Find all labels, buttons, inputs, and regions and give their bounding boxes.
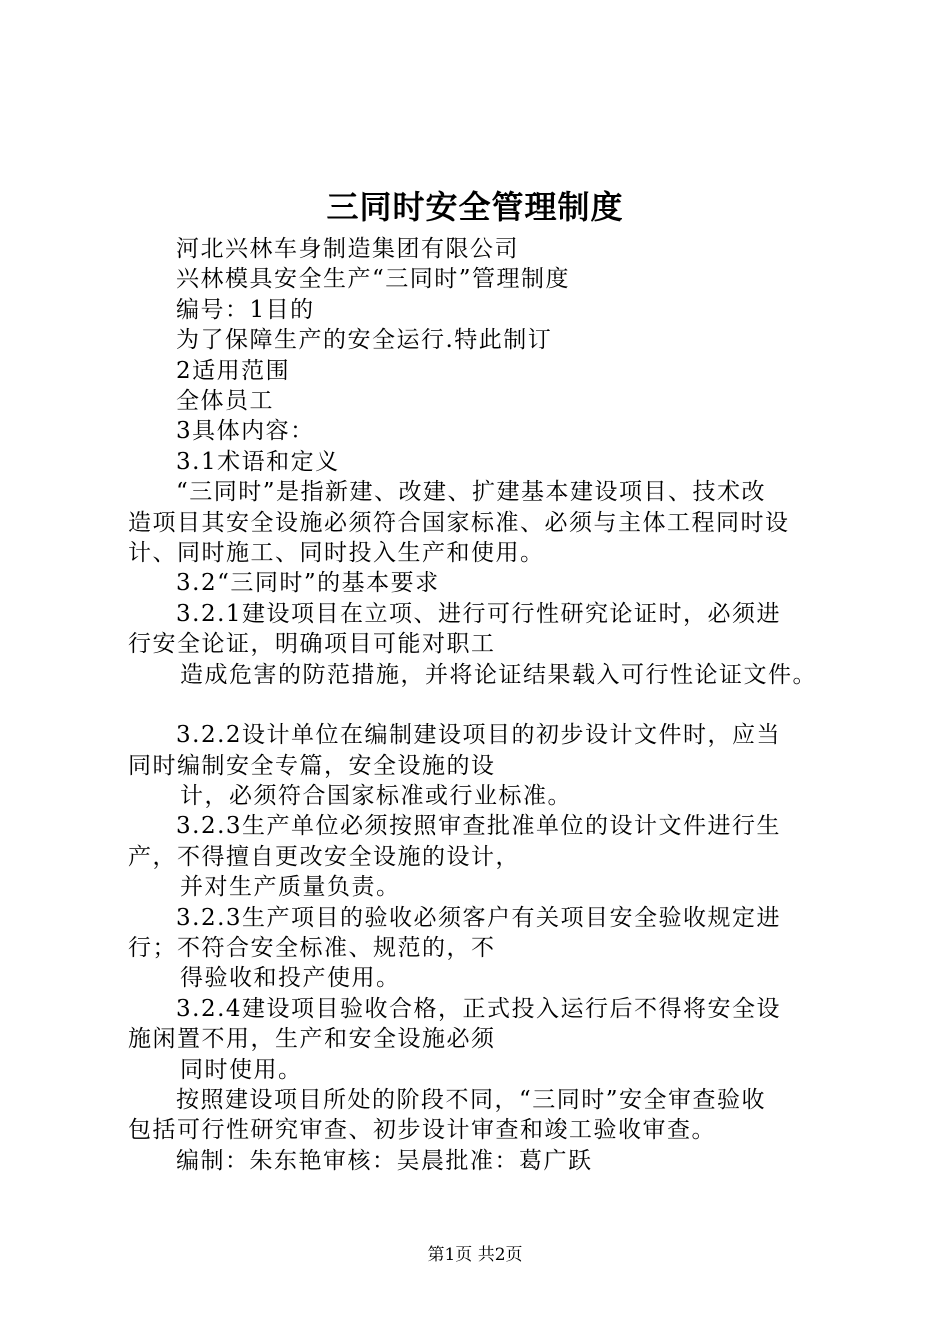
paragraph: 计，必须符合国家标准或行业标准。 bbox=[180, 782, 572, 809]
paragraph-line: 计、同时施工、同时投入生产和使用。 bbox=[128, 540, 545, 567]
document-title: 三同时安全管理制度 bbox=[326, 188, 624, 226]
paragraph: 得验收和投产使用。 bbox=[180, 965, 401, 992]
paragraph-line: 造项目其安全设施必须符合国家标准、必须与主体工程同时设 bbox=[128, 509, 790, 536]
paragraph: 并对生产质量负责。 bbox=[180, 874, 401, 901]
paragraph: 编制：朱东艳审核：吴晨批准：葛广跃 bbox=[176, 1147, 593, 1174]
paragraph bbox=[128, 994, 830, 1055]
paragraph bbox=[128, 477, 830, 568]
paragraph: 编号：1目的 bbox=[176, 296, 315, 323]
paragraph-line: 行安全论证，明确项目可能对职工 bbox=[128, 631, 496, 658]
paragraph bbox=[128, 903, 830, 964]
paragraph: 兴林模具安全生产“三同时”管理制度 bbox=[176, 266, 571, 293]
paragraph-line: 3.2.2设计单位在编制建设项目的初步设计文件时，应当 bbox=[176, 722, 782, 749]
paragraph: 3.1术语和定义 bbox=[176, 448, 340, 475]
paragraph-line: 3.2.3生产项目的验收必须客户有关项目安全验收规定进 bbox=[176, 904, 782, 931]
paragraph: 全体员工 bbox=[176, 388, 274, 415]
paragraph bbox=[128, 720, 830, 781]
paragraph-line: 产，不得擅自更改安全设施的设计， bbox=[128, 843, 520, 870]
paragraph: 为了保障生产的安全运行.特此制订 bbox=[176, 327, 553, 354]
paragraph-line: 3.2.1建设项目在立项、进行可行性研究论证时，必须进 bbox=[176, 600, 782, 627]
paragraph: 3具体内容： bbox=[176, 418, 315, 445]
paragraph bbox=[128, 1085, 830, 1146]
paragraph-line: 3.2.3生产单位必须按照审查批准单位的设计文件进行生 bbox=[176, 813, 782, 840]
paragraph-line: “三同时”是指新建、改建、扩建基本建设项目、技术改 bbox=[176, 479, 767, 506]
paragraph bbox=[128, 811, 830, 872]
paragraph-line: 行；不符合安全标准、规范的，不 bbox=[128, 934, 496, 961]
paragraph-line: 3.2.4建设项目验收合格，正式投入运行后不得将安全设 bbox=[176, 995, 782, 1022]
document-body bbox=[128, 234, 830, 1176]
paragraph: 3.2“三同时”的基本要求 bbox=[176, 570, 440, 597]
paragraph-line: 施闲置不用，生产和安全设施必须 bbox=[128, 1026, 496, 1053]
paragraph bbox=[128, 599, 830, 660]
paragraph: 河北兴林车身制造集团有限公司 bbox=[176, 236, 519, 262]
paragraph: 2适用范围 bbox=[176, 357, 291, 384]
page-footer: 第1页 共2页 bbox=[427, 1245, 523, 1265]
paragraph-line: 包括可行性研究审查、初步设计审查和竣工验收审查。 bbox=[128, 1117, 716, 1144]
paragraph: 造成危害的防范措施，并将论证结果载入可行性论证文件。 bbox=[180, 661, 817, 688]
paragraph-line: 同时编制安全专篇，安全设施的设 bbox=[128, 752, 496, 779]
paragraph-line: 按照建设项目所处的阶段不同，“三同时”安全审查验收 bbox=[176, 1086, 767, 1113]
paragraph-spacer bbox=[128, 690, 830, 720]
paragraph: 同时使用。 bbox=[180, 1056, 303, 1083]
